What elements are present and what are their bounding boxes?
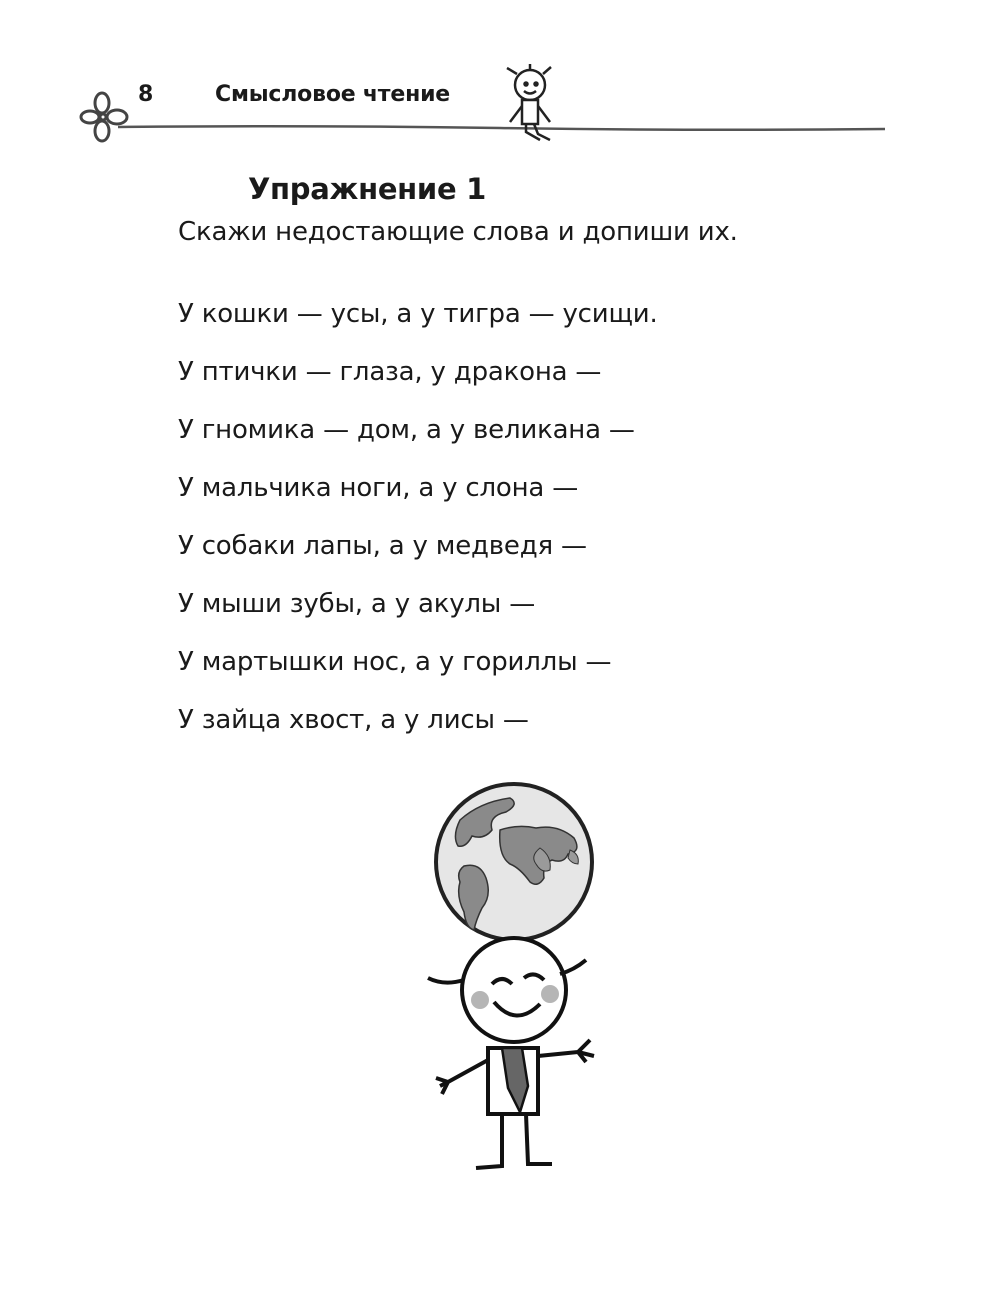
exercise-instruction: Скажи недостающие слова и допиши их. <box>178 217 738 247</box>
sentence-line: У собаки лапы, а у медведя — <box>178 531 587 561</box>
globe-icon <box>436 784 592 940</box>
page-header <box>0 0 986 160</box>
header-decoration <box>0 0 986 160</box>
sentence-line: У зайца хвост, а у лисы — <box>178 705 529 735</box>
sentence-line: У мальчика ноги, а у слона — <box>178 473 579 503</box>
header-rule-line <box>118 126 885 130</box>
sentence-line: У мартышки нос, а у гориллы — <box>178 647 612 677</box>
page-number: 8 <box>138 82 154 107</box>
sentence-list <box>178 296 658 760</box>
flower-doodle-icon <box>81 93 127 141</box>
character-head <box>428 938 586 1042</box>
exercise-title: Упражнение 1 <box>248 172 486 206</box>
character-body <box>436 1040 594 1168</box>
sentence-line: У мыши зубы, а у акулы — <box>178 589 535 619</box>
sentence-line: У гномика — дом, а у великана — <box>178 415 635 445</box>
stick-figure-globe-icon <box>420 780 620 1180</box>
left-cheek <box>471 991 489 1009</box>
sentence-line: У птички — глаза, у дракона — <box>178 357 602 387</box>
sentence-line: У кошки — усы, а у тигра — усищи. <box>178 299 658 329</box>
right-cheek <box>541 985 559 1003</box>
running-title: Смысловое чтение <box>215 82 451 107</box>
globe-character-illustration <box>420 780 620 1184</box>
